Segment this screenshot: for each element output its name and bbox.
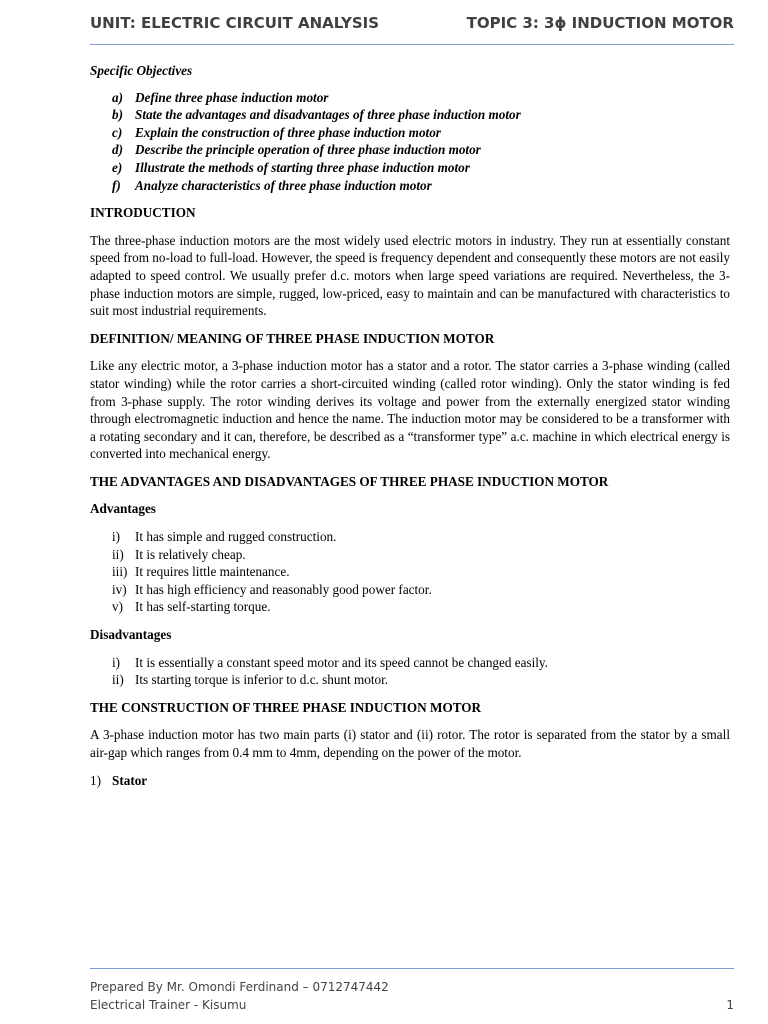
list-marker: b): [112, 107, 123, 123]
list-item: [90, 528, 730, 546]
list-item: [90, 124, 730, 142]
list-text: It has self-starting torque.: [135, 599, 271, 615]
list-item: [90, 177, 730, 195]
list-text: It requires little maintenance.: [135, 564, 290, 580]
footer-role: Electrical Trainer - Kisumu: [90, 998, 247, 1012]
list-marker: ii): [112, 672, 124, 688]
list-text: It has simple and rugged construction.: [135, 529, 337, 545]
list-item: [90, 141, 730, 159]
list-text: Define three phase induction motor: [135, 89, 329, 105]
list-item: [90, 671, 730, 689]
list-text: Illustrate the methods of starting three phase induction motor: [135, 159, 470, 175]
introduction-paragraph: The three-phase induction motors are the most widely used electric motors in industry. They run at essentially constant speed from no-load to full-load. However, the speed is frequency dependent and consequently these motors are not easily adapted to speed control. We usually prefer d.c. motors when large speed variations are required. Nevertheless, the 3-phase induction motors are simple, rugged, low-priced, easy to maintain and can be manufactured with characteristics to suit most industrial requirements.: [90, 232, 730, 319]
list-text: It has high efficiency and reasonably good power factor.: [135, 581, 432, 597]
list-marker: e): [112, 159, 123, 175]
list-item: [90, 106, 730, 124]
page-number: 1: [726, 998, 734, 1012]
list-text: It is relatively cheap.: [135, 546, 246, 562]
list-item: [90, 581, 730, 599]
advantages-heading: Advantages: [90, 501, 156, 517]
list-text: Its starting torque is inferior to d.c. shunt motor.: [135, 672, 389, 688]
disadvantages-list: [90, 654, 730, 689]
advantages-list: [90, 528, 730, 616]
construction-heading: THE CONSTRUCTION OF THREE PHASE INDUCTION MOTOR: [90, 699, 482, 715]
topic-title: TOPIC 3: 3ϕ INDUCTION MOTOR: [466, 14, 734, 32]
list-text: State the advantages and disadvantages of three phase induction motor: [135, 107, 521, 123]
list-marker: d): [112, 142, 123, 158]
construction-paragraph: A 3-phase induction motor has two main parts (i) stator and (ii) rotor. The rotor is separated from the stator by a small air-gap which ranges from 0.4 mm to 4mm, depending on the power of the motor.: [90, 727, 730, 760]
list-text: Explain the construction of three phase induction motor: [135, 124, 441, 140]
adv-disadv-heading: THE ADVANTAGES AND DISADVANTAGES OF THREE PHASE INDUCTION MOTOR: [90, 473, 609, 489]
list-marker: ii): [112, 546, 124, 562]
list-item: [90, 654, 730, 672]
definition-paragraph: Like any electric motor, a 3-phase induction motor has a stator and a rotor. The stator carries a 3-phase winding (called stator winding) while the rotor carries a short-circuited winding (called rotor winding). Only the stator winding is fed from 3-phase supply. The rotor winding derives its voltage and power from the externally energized stator winding through electromagnetic induction and hence the name. The induction motor may be considered to be a transformer with a rotating secondary and it can, therefore, be described as a “transformer type” a.c. machine in which electrical energy is converted into mechanical energy.: [90, 358, 730, 462]
list-marker: i): [112, 529, 121, 545]
list-marker: i): [112, 654, 121, 670]
list-text: Describe the principle operation of three phase induction motor: [135, 142, 481, 158]
introduction-heading: INTRODUCTION: [90, 205, 196, 221]
page-header: [90, 14, 734, 42]
unit-title: UNIT: ELECTRIC CIRCUIT ANALYSIS: [90, 14, 380, 32]
list-marker: 1): [90, 772, 101, 788]
list-item: [90, 89, 730, 107]
objectives-title: Specific Objectives: [90, 63, 193, 78]
header-divider: [90, 44, 734, 45]
list-marker: c): [112, 124, 123, 140]
page-footer: [90, 978, 734, 1014]
stator-item: [90, 772, 730, 790]
list-item: [90, 546, 730, 564]
list-marker: a): [112, 89, 123, 105]
list-marker: f): [112, 177, 121, 193]
list-marker: iv): [112, 581, 127, 597]
document-body: [90, 62, 730, 789]
objectives-list: [90, 89, 730, 195]
list-item: [90, 159, 730, 177]
list-marker: iii): [112, 564, 128, 580]
disadvantages-heading: Disadvantages: [90, 627, 172, 643]
stator-label: Stator: [112, 772, 148, 788]
list-text: It is essentially a constant speed motor and its speed cannot be changed easily.: [135, 654, 548, 670]
list-item: [90, 563, 730, 581]
footer-author: Prepared By Mr. Omondi Ferdinand – 0712747442: [90, 980, 389, 994]
list-text: Analyze characteristics of three phase induction motor: [135, 177, 432, 193]
list-marker: v): [112, 599, 123, 615]
list-item: [90, 598, 730, 616]
footer-divider: [90, 968, 734, 969]
definition-heading: DEFINITION/ MEANING OF THREE PHASE INDUCTION MOTOR: [90, 330, 495, 346]
